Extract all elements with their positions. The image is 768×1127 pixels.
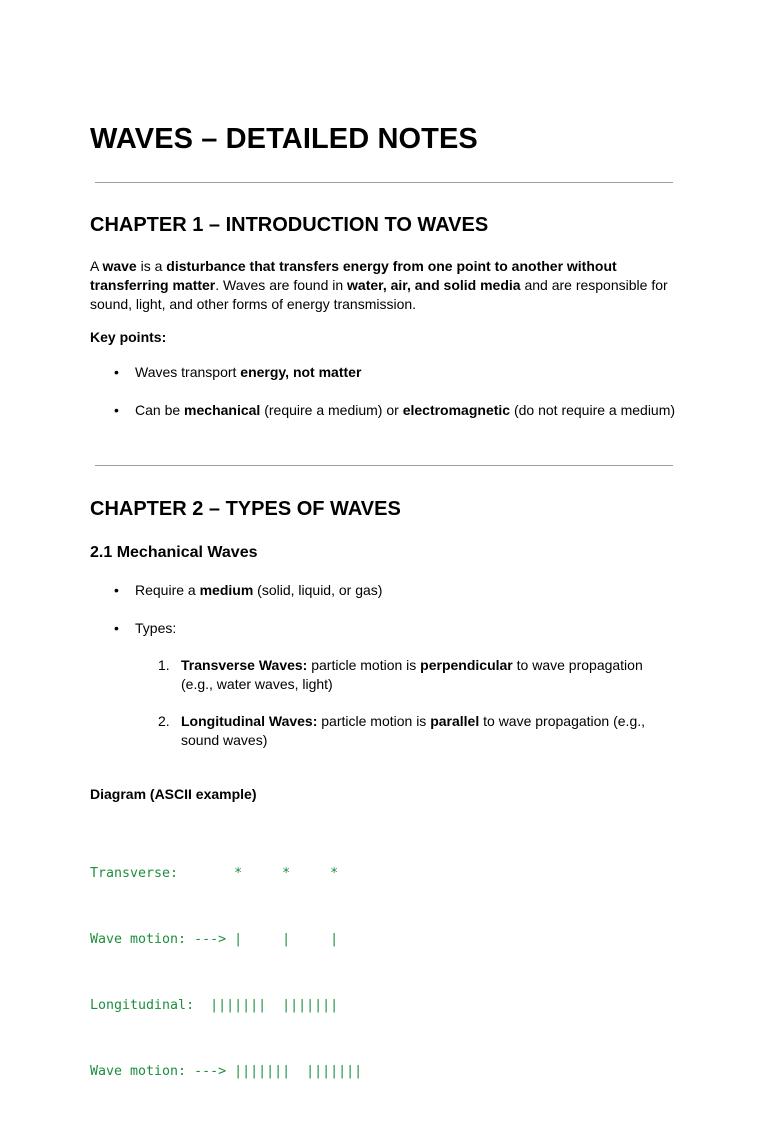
text-run: A	[90, 258, 103, 274]
text-run: Require a	[135, 582, 200, 598]
item-number: 1.	[158, 657, 170, 673]
bullet-icon: •	[114, 582, 119, 598]
text-run: . Waves are found in	[215, 277, 348, 293]
bullet-icon: •	[114, 402, 119, 418]
text-run: (require a medium) or	[260, 402, 403, 418]
chapter-1-heading: CHAPTER 1 – INTRODUCTION TO WAVES	[90, 214, 489, 236]
text-run: Waves transport	[135, 364, 241, 380]
bullet-icon: •	[114, 364, 119, 380]
chapter-1-intro-paragraph	[90, 257, 680, 314]
code-line: Transverse: * * *	[90, 866, 339, 881]
code-line: Wave motion: ---> ||||||| |||||||	[90, 1064, 363, 1079]
bullet-icon: •	[114, 620, 119, 636]
text-run: is a	[136, 258, 167, 274]
list-item-text	[135, 581, 382, 600]
text-run: and are responsible for sound, light, and other forms of energy transmission.	[90, 277, 668, 312]
code-line: Wave motion: ---> | | |	[90, 932, 339, 947]
text-run: to wave propagation (e.g., water waves, light)	[181, 657, 643, 692]
text-run: particle motion is	[317, 713, 431, 729]
horizontal-divider	[95, 465, 673, 466]
text-run: to wave propagation (e.g., sound waves)	[181, 713, 646, 748]
page-title: WAVES – DETAILED NOTES	[90, 123, 478, 155]
numbered-item-text	[181, 656, 677, 694]
diagram-label: Diagram (ASCII example)	[90, 786, 257, 802]
key-points-label: Key points:	[90, 329, 167, 345]
bold-run: parallel	[430, 713, 480, 729]
bold-run: Longitudinal Waves:	[181, 713, 318, 729]
list-item-text	[135, 401, 675, 420]
text-run: particle motion is	[307, 657, 421, 673]
bold-run: water, air, and solid media	[347, 277, 521, 293]
text-run: Types:	[135, 620, 177, 636]
bold-run: Transverse Waves:	[181, 657, 308, 673]
bold-run: disturbance that transfers energy from one point to another without transferring matter	[90, 258, 617, 293]
section-2-1-heading: 2.1 Mechanical Waves	[90, 544, 258, 561]
list-item-text	[135, 363, 361, 382]
ascii-diagram-code-block	[90, 819, 362, 1127]
bold-run: mechanical	[184, 402, 261, 418]
numbered-item-text	[181, 712, 677, 750]
list-item-text	[135, 619, 176, 638]
text-run: Can be	[135, 402, 185, 418]
text-run: (solid, liquid, or gas)	[253, 582, 383, 598]
bold-run: wave	[102, 258, 137, 274]
bold-run: medium	[199, 582, 254, 598]
text-run: (do not require a medium)	[510, 402, 676, 418]
bold-run: energy, not matter	[240, 364, 362, 380]
bold-run: perpendicular	[420, 657, 513, 673]
item-number: 2.	[158, 713, 170, 729]
bold-run: electromagnetic	[402, 402, 511, 418]
horizontal-divider	[95, 182, 673, 183]
code-line: Longitudinal: ||||||| |||||||	[90, 998, 339, 1013]
chapter-2-heading: CHAPTER 2 – TYPES OF WAVES	[90, 498, 401, 520]
